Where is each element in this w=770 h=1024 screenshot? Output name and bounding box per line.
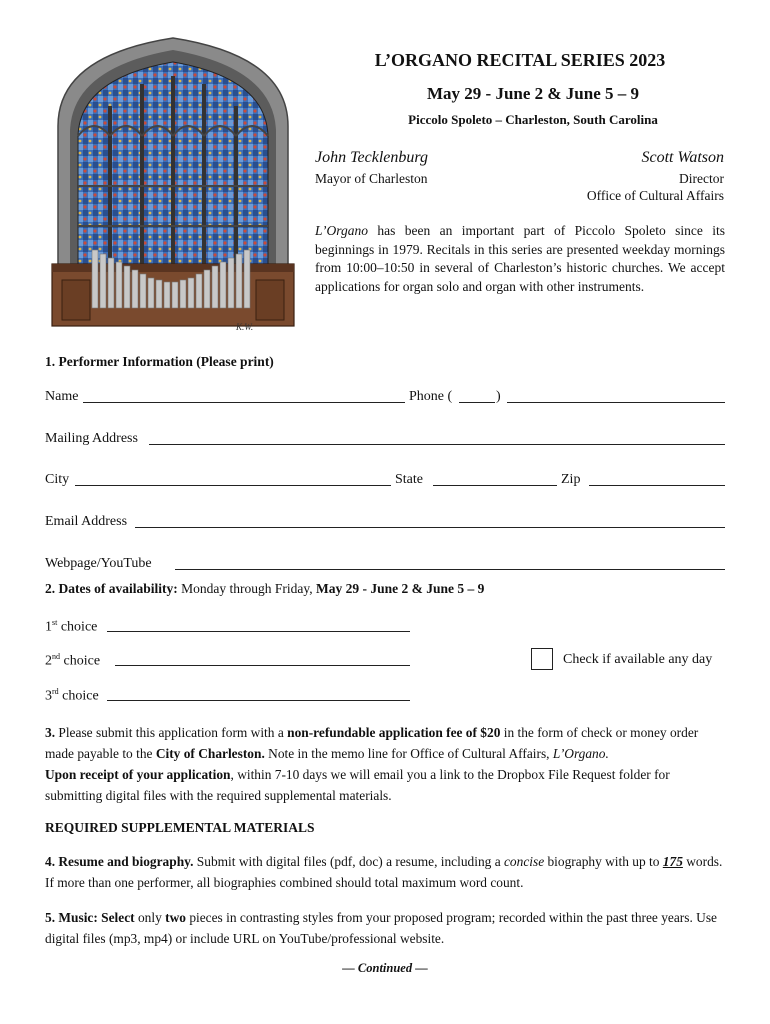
choice-row-3 xyxy=(45,687,425,705)
s4-concise: concise xyxy=(503,854,545,869)
s3-fee: non-refundable application fee of $20 xyxy=(287,725,501,740)
choice-ordinal: rd xyxy=(52,687,59,696)
choice-label: choice xyxy=(60,619,98,635)
choice-number: 2 xyxy=(45,653,52,669)
choice-label: choice xyxy=(62,688,99,704)
s3-text-a: Please submit this application form with a xyxy=(55,725,288,740)
page-title: L’ORGANO RECITAL SERIES 2023 xyxy=(374,50,666,70)
s3-payee: City of Charleston. xyxy=(155,746,265,761)
section4-paragraph xyxy=(45,851,727,893)
section5-paragraph xyxy=(45,907,727,949)
name-label: Name xyxy=(45,389,79,404)
state-field[interactable] xyxy=(433,485,557,486)
s4-word-limit: 175 xyxy=(662,854,683,869)
director-office: Office of Cultural Affairs xyxy=(586,188,724,203)
director-name: Scott Watson xyxy=(641,149,724,166)
intro-paragraph xyxy=(315,222,725,296)
s4-text-a: Submit with digital files (pdf, doc) a resume, including a xyxy=(193,854,504,869)
address-field[interactable] xyxy=(149,444,725,445)
choice-1-field[interactable] xyxy=(107,631,410,632)
s3-organo: L’Organo. xyxy=(552,746,609,761)
s3-number: 3. xyxy=(45,725,56,740)
phone-area-code-field[interactable] xyxy=(459,402,495,403)
address-row xyxy=(45,431,727,447)
email-label: Email Address xyxy=(45,514,128,529)
section3-paragraph xyxy=(45,722,727,806)
s3-text-c: Note in the memo line for Office of Cultural Affairs, xyxy=(264,746,553,761)
s5-text-b: pieces in contrasting styles from your proposed program; recorded within the past three years. Use digital files (mp3, mp4) or include URL on YouTube/professional website. xyxy=(45,910,717,946)
state-label: State xyxy=(395,472,423,487)
webpage-row xyxy=(45,556,727,572)
choice-number: 1 xyxy=(45,619,52,635)
section2-heading xyxy=(45,581,484,597)
director-title: Director xyxy=(679,171,724,186)
email-row xyxy=(45,514,727,530)
name-row xyxy=(45,389,727,405)
continued-footer: — Continued — xyxy=(342,961,428,975)
series-dates: May 29 - June 2 & June 5 – 9 xyxy=(426,84,640,103)
stained-glass-organ-illustration xyxy=(48,36,298,336)
s4-text-c: words. If more than one performer, all biographies combined should total maximum word count. xyxy=(45,854,723,890)
intro-lead: L’Organo xyxy=(315,223,369,238)
artist-signature: K.W. xyxy=(236,322,254,332)
city-label: City xyxy=(45,472,70,487)
section2-label: 2. Dates of availability: xyxy=(45,581,178,596)
required-materials-heading: REQUIRED SUPPLEMENTAL MATERIALS xyxy=(45,820,315,835)
festival-location: Piccolo Spoleto – Charleston, South Carolina xyxy=(408,112,658,127)
phone-field[interactable] xyxy=(507,402,725,403)
email-field[interactable] xyxy=(135,527,725,528)
choice-row-2 xyxy=(45,652,425,670)
mayor-name: John Tecklenburg xyxy=(315,149,429,166)
choice-3-field[interactable] xyxy=(107,700,410,701)
s5-two: two xyxy=(165,910,186,925)
any-day-label: Check if available any day xyxy=(563,652,713,667)
name-field[interactable] xyxy=(83,402,405,403)
webpage-field[interactable] xyxy=(175,569,725,570)
intro-text: has been an important part of Piccolo Spoleto since its beginnings in 1979. Recitals in this series are presented weekday mornings from 10:00–10:50 in several of Charleston’s historic churches. We accept applications for organ solo and organ with other instruments. xyxy=(315,223,725,294)
s5-heading: 5. Music: Select xyxy=(45,910,135,925)
zip-label: Zip xyxy=(561,472,581,487)
s5-text-a: only xyxy=(134,910,166,925)
section1-heading: 1. Performer Information (Please print) xyxy=(45,354,274,369)
choice-2-field[interactable] xyxy=(115,665,410,666)
mayor-title: Mayor of Charleston xyxy=(315,171,428,186)
choice-row-1 xyxy=(45,618,425,636)
s4-text-b: biography with up to xyxy=(544,854,663,869)
any-day-checkbox[interactable] xyxy=(531,648,553,670)
section2-days: Monday through Friday, xyxy=(177,581,316,596)
choice-label: choice xyxy=(63,653,101,669)
s3-text-b: in the form of check or money order made payable to the xyxy=(45,725,699,761)
section2-dates: May 29 - June 2 & June 5 – 9 xyxy=(316,581,485,596)
s4-heading: 4. Resume and biography. xyxy=(45,854,194,869)
phone-paren: ) xyxy=(496,389,501,404)
s3-upon-receipt: Upon receipt of your application xyxy=(45,767,231,782)
choice-number: 3 xyxy=(45,688,52,704)
city-row xyxy=(45,472,727,488)
choice-ordinal: nd xyxy=(52,652,60,661)
webpage-label: Webpage/YouTube xyxy=(45,556,152,571)
city-field[interactable] xyxy=(75,485,391,486)
phone-label: Phone ( xyxy=(409,389,453,404)
address-label: Mailing Address xyxy=(45,431,138,446)
choice-ordinal: st xyxy=(52,618,58,627)
s3-text-d: , within 7-10 days we will email you a link to the Dropbox File Request folder for submitting digital files with the required supplemental materials. xyxy=(45,767,670,803)
zip-field[interactable] xyxy=(589,485,725,486)
